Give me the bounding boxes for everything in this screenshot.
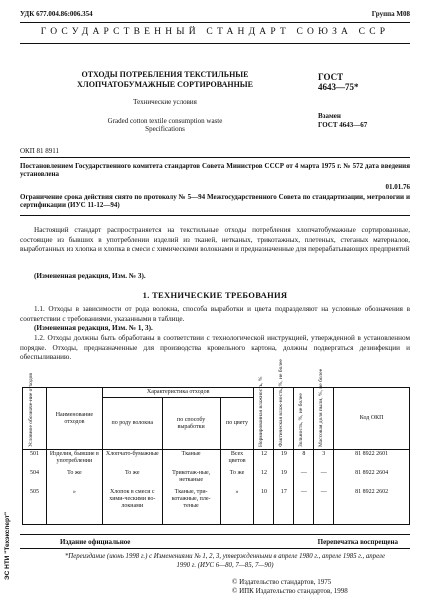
gost-number: 4643—75*	[318, 82, 359, 93]
replaces-value: ГОСТ 4643—67	[318, 120, 368, 129]
header-rule-top	[20, 22, 410, 23]
table-row	[23, 450, 410, 466]
cell-ash: 8	[294, 450, 314, 466]
table-row	[23, 465, 410, 484]
cell-color: »	[220, 484, 254, 524]
side-watermark	[4, 400, 14, 580]
effective-date: 01.01.76	[385, 183, 410, 191]
cell-color: То же	[220, 465, 254, 484]
cell-fiber: Хлопчато-бумажные	[102, 450, 162, 466]
title-english-2: Specifications	[145, 125, 185, 134]
header-rule-bottom	[20, 43, 410, 44]
side-label: ЭС НТИ "Техэксперт"	[4, 511, 11, 580]
cell-dust: 3	[314, 450, 334, 466]
cell-fiber: То же	[102, 465, 162, 484]
paragraph-1-1: 1.1. Отходы в зависимости от рода волокна, способа выработки и цвета подразделяют на условные обозначения в соответствии с требованиями, указанными в таблице.	[20, 305, 410, 323]
cell-name: Изделия, бывшие в употреблении	[46, 450, 102, 466]
cell-method: Трикотаж-ные, нетканые	[162, 465, 220, 484]
cell-actual: 19	[274, 465, 294, 484]
reprint-prohibited: Перепечатка воспрещена	[317, 538, 398, 546]
col-header-okp: Код ОКП	[334, 388, 410, 450]
cell-method: Тканые	[162, 450, 220, 466]
col-header-dust: Массовая доля пыли, %, не более	[314, 388, 334, 450]
replaces-block	[318, 112, 367, 130]
decree-text: Постановлением Государственного комитета стандартов Совета Министров СССР от 4 марта 1975 г. № 572 дата введения установлена	[20, 162, 410, 179]
cell-ash: —	[294, 465, 314, 484]
official-edition: Издание официальное	[60, 538, 131, 546]
col-header-moisture: Нормированная влажность, %	[254, 388, 274, 450]
col-header-name: Наименование отходов	[46, 388, 102, 450]
cell-moisture: 10	[254, 484, 274, 524]
copyright-1: © Издательство стандартов, 1975	[232, 578, 332, 586]
col-header-method: по способу выработки	[162, 398, 220, 450]
cell-dust: —	[314, 484, 334, 524]
okp-code: ОКП 81 8911	[20, 147, 60, 155]
limit-text: Ограничение срока действия снято по протоколу № 5—94 Межгосударственного Совета по стандартизации, метрологии и сертификации (ИУС 11-12—94)	[20, 193, 410, 210]
col-header-ash: Зольность, %, не более	[294, 388, 314, 450]
cell-code: 504	[23, 465, 47, 484]
footer-rule	[20, 534, 410, 535]
okp-rule	[20, 157, 410, 158]
cell-name: То же	[46, 465, 102, 484]
gost-label: ГОСТ	[318, 72, 344, 82]
cell-okp: 81 8922 2601	[334, 450, 410, 466]
cell-moisture: 12	[254, 450, 274, 466]
cell-moisture: 12	[254, 465, 274, 484]
cell-method: Тканые, три-котажные, пле-теные	[162, 484, 220, 524]
cell-ash: —	[294, 484, 314, 524]
title-line-1: ОТХОДЫ ПОТРЕБЛЕНИЯ ТЕКСТИЛЬНЫЕ	[81, 70, 249, 79]
standard-banner: ГОСУДАРСТВЕННЫЙ СТАНДАРТ СОЮЗА ССР	[40, 27, 390, 37]
title-block	[40, 70, 290, 89]
col-header-fiber: по роду волокна	[102, 398, 162, 450]
udk-code: УДК 677.004.86:006.354	[20, 10, 93, 18]
paragraph-1-2: 1.2. Отходы должны быть обработаны в соответствии с технологической инструкцией, утвержденной в установленном порядке. Отходы, предназначенные для производства кровельного картона, должны подвергаться дезинфекции и обеспыливанию.	[20, 334, 410, 361]
cell-okp: 81 8922 2602	[334, 484, 410, 524]
intro-edit-note: (Измененная редакция, Изм. № 3).	[34, 272, 146, 280]
col-header-color: по цвету	[220, 398, 254, 450]
copyright-block	[232, 578, 348, 596]
cell-actual: 17	[274, 484, 294, 524]
title-english	[40, 117, 290, 133]
paragraph-1-1-edit: (Измененная редакция, Изм. № 1, 3).	[34, 324, 153, 332]
col-header-actual-moisture: Фактическая влаж-ность, %, не более	[274, 388, 294, 450]
intro-paragraph: Настоящий стандарт распространяется на текстильные отходы потребления хлопчатобумажные сортированные, состоящие из бывших в употреблении изделий из тканей, нетканых, трикотажных, плетеных, стеганых материалов, выработанных из хлопка и хлопка в смеси с химическими волокнами и предназначенные для перерабатывающих предприятий	[20, 226, 410, 253]
title-spec: Технические условия	[133, 98, 197, 106]
table-row	[23, 484, 410, 524]
gost-designation	[318, 72, 359, 93]
title-line-2: ХЛОПЧАТОБУМАЖНЫЕ СОРТИРОВАННЫЕ	[77, 79, 253, 89]
replaces-label: Взамен	[318, 112, 341, 120]
cell-dust: —	[314, 465, 334, 484]
cell-color: Всех цветов	[220, 450, 254, 466]
copyright-2: © ИПК Издательство стандартов, 1998	[232, 586, 348, 595]
footer-rule-2	[20, 548, 410, 549]
cell-fiber: Хлопок в смеси с хими-ческими во-локнами	[102, 484, 162, 524]
cell-name: »	[46, 484, 102, 524]
section-title: 1. ТЕХНИЧЕСКИЕ ТРЕБОВАНИЯ	[142, 290, 288, 300]
cell-actual: 19	[274, 450, 294, 466]
cell-code: 501	[23, 450, 47, 466]
requirements-table	[22, 359, 410, 525]
cell-okp: 81 8922 2604	[334, 465, 410, 484]
cell-code: 505	[23, 484, 47, 524]
col-header-group: Характеристика отходов	[102, 388, 254, 398]
reissue-note: *Переиздание (июнь 1998 г.) с Изменениями № 1, 2, 3, утвержденными в апреле 1980 г., апреле 1985 г., апреле 1990 г. (ИУС 6—80, 7—85, 7—90)	[64, 553, 386, 569]
col-header-code: Условное обозначе-ние отходов	[23, 388, 47, 450]
group-code: Группа М08	[371, 10, 410, 18]
title-english-1: Graded cotton textile consumption waste	[107, 117, 223, 125]
limit-rule	[20, 215, 410, 216]
